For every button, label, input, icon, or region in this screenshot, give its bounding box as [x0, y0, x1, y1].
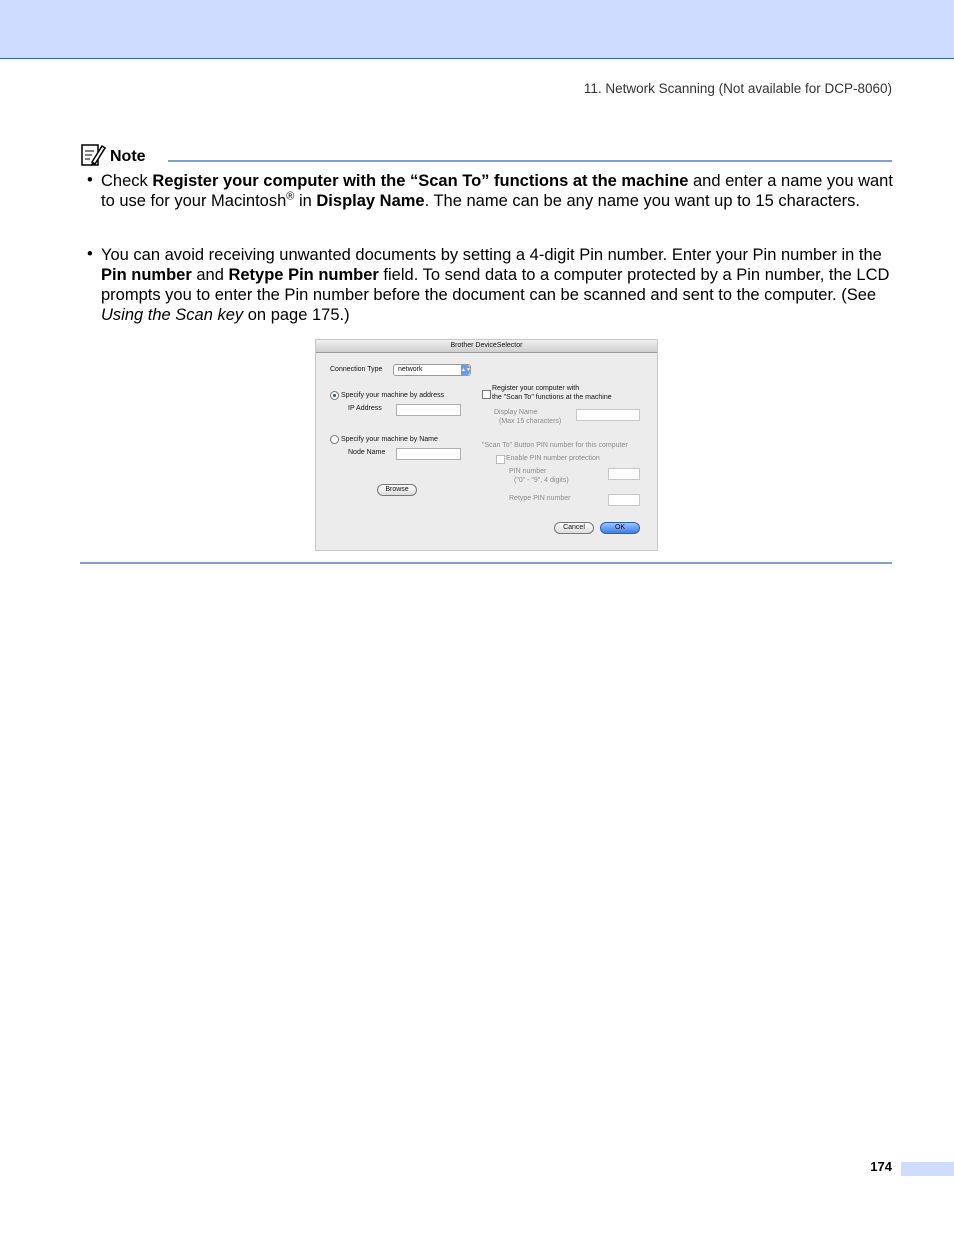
- updown-arrows-icon: ▲▼: [461, 367, 471, 373]
- note-divider: [168, 160, 892, 162]
- note-header: [80, 142, 892, 168]
- note-end-divider: [80, 562, 892, 564]
- browse-button[interactable]: Browse: [377, 484, 417, 496]
- connection-type-value: network: [398, 366, 423, 373]
- enable-pin-checkbox[interactable]: [496, 455, 505, 464]
- chapter-header: 11. Network Scanning (Not available for DCP-8060): [583, 81, 892, 96]
- ok-button[interactable]: OK: [600, 522, 640, 534]
- ip-address-field[interactable]: [396, 404, 461, 416]
- page-number: 174: [870, 1159, 892, 1174]
- address-radio-label: Specify your machine by address: [341, 392, 445, 399]
- pin-number-hint: ("0" - "9", 4 digits): [514, 477, 569, 484]
- device-selector-dialog: [315, 339, 658, 551]
- bullet-marker: •: [87, 245, 93, 263]
- page-number-tab: [901, 1162, 954, 1176]
- retype-pin-field[interactable]: [608, 494, 640, 506]
- ip-address-label: IP Address: [348, 405, 382, 412]
- retype-pin-label: Retype PIN number: [509, 495, 571, 502]
- header-band: [0, 0, 954, 59]
- register-label-line2: the "Scan To" functions at the machine: [492, 394, 612, 401]
- name-radio[interactable]: [330, 435, 339, 444]
- note-bullet-register: Check Register your computer with the “Scan To” functions at the machine and enter a name you want to use for your Macintosh® in Display Name. The name can be any name you want up to 15 characters.: [101, 172, 893, 210]
- register-checkbox[interactable]: [482, 390, 491, 399]
- connection-type-label: Connection Type: [330, 366, 383, 373]
- dialog-title: Brother DeviceSelector: [316, 340, 657, 353]
- name-radio-label: Specify your machine by Name: [341, 436, 438, 443]
- enable-pin-label: Enable PIN number protection: [506, 455, 600, 462]
- note-title: Note: [110, 148, 146, 165]
- bullet-marker: •: [87, 171, 93, 189]
- cancel-button[interactable]: Cancel: [554, 522, 594, 534]
- display-name-hint: (Max 15 characters): [499, 418, 562, 425]
- display-name-field[interactable]: [576, 409, 640, 421]
- pin-number-field[interactable]: [608, 468, 640, 480]
- display-name-label: Display Name: [494, 409, 538, 416]
- address-radio[interactable]: [330, 391, 339, 400]
- node-name-label: Node Name: [348, 449, 386, 456]
- pin-section-label: "Scan To" Button PIN number for this computer: [482, 442, 628, 449]
- note-bullet-pin: You can avoid receiving unwanted documents by setting a 4-digit Pin number. Enter your Pin number in the Pin number and Retype Pin number field. To send data to a computer protected by a Pin number, the LCD prompts you to enter the Pin number before the document can be scanned and sent to the computer. (See Using the Scan key on page 175.): [101, 246, 890, 324]
- node-name-field[interactable]: [396, 448, 461, 460]
- note-pencil-icon: [80, 142, 106, 168]
- connection-type-select[interactable]: [393, 364, 471, 376]
- register-label-line1: Register your computer with: [492, 385, 580, 392]
- pin-number-label: PIN number: [509, 468, 547, 475]
